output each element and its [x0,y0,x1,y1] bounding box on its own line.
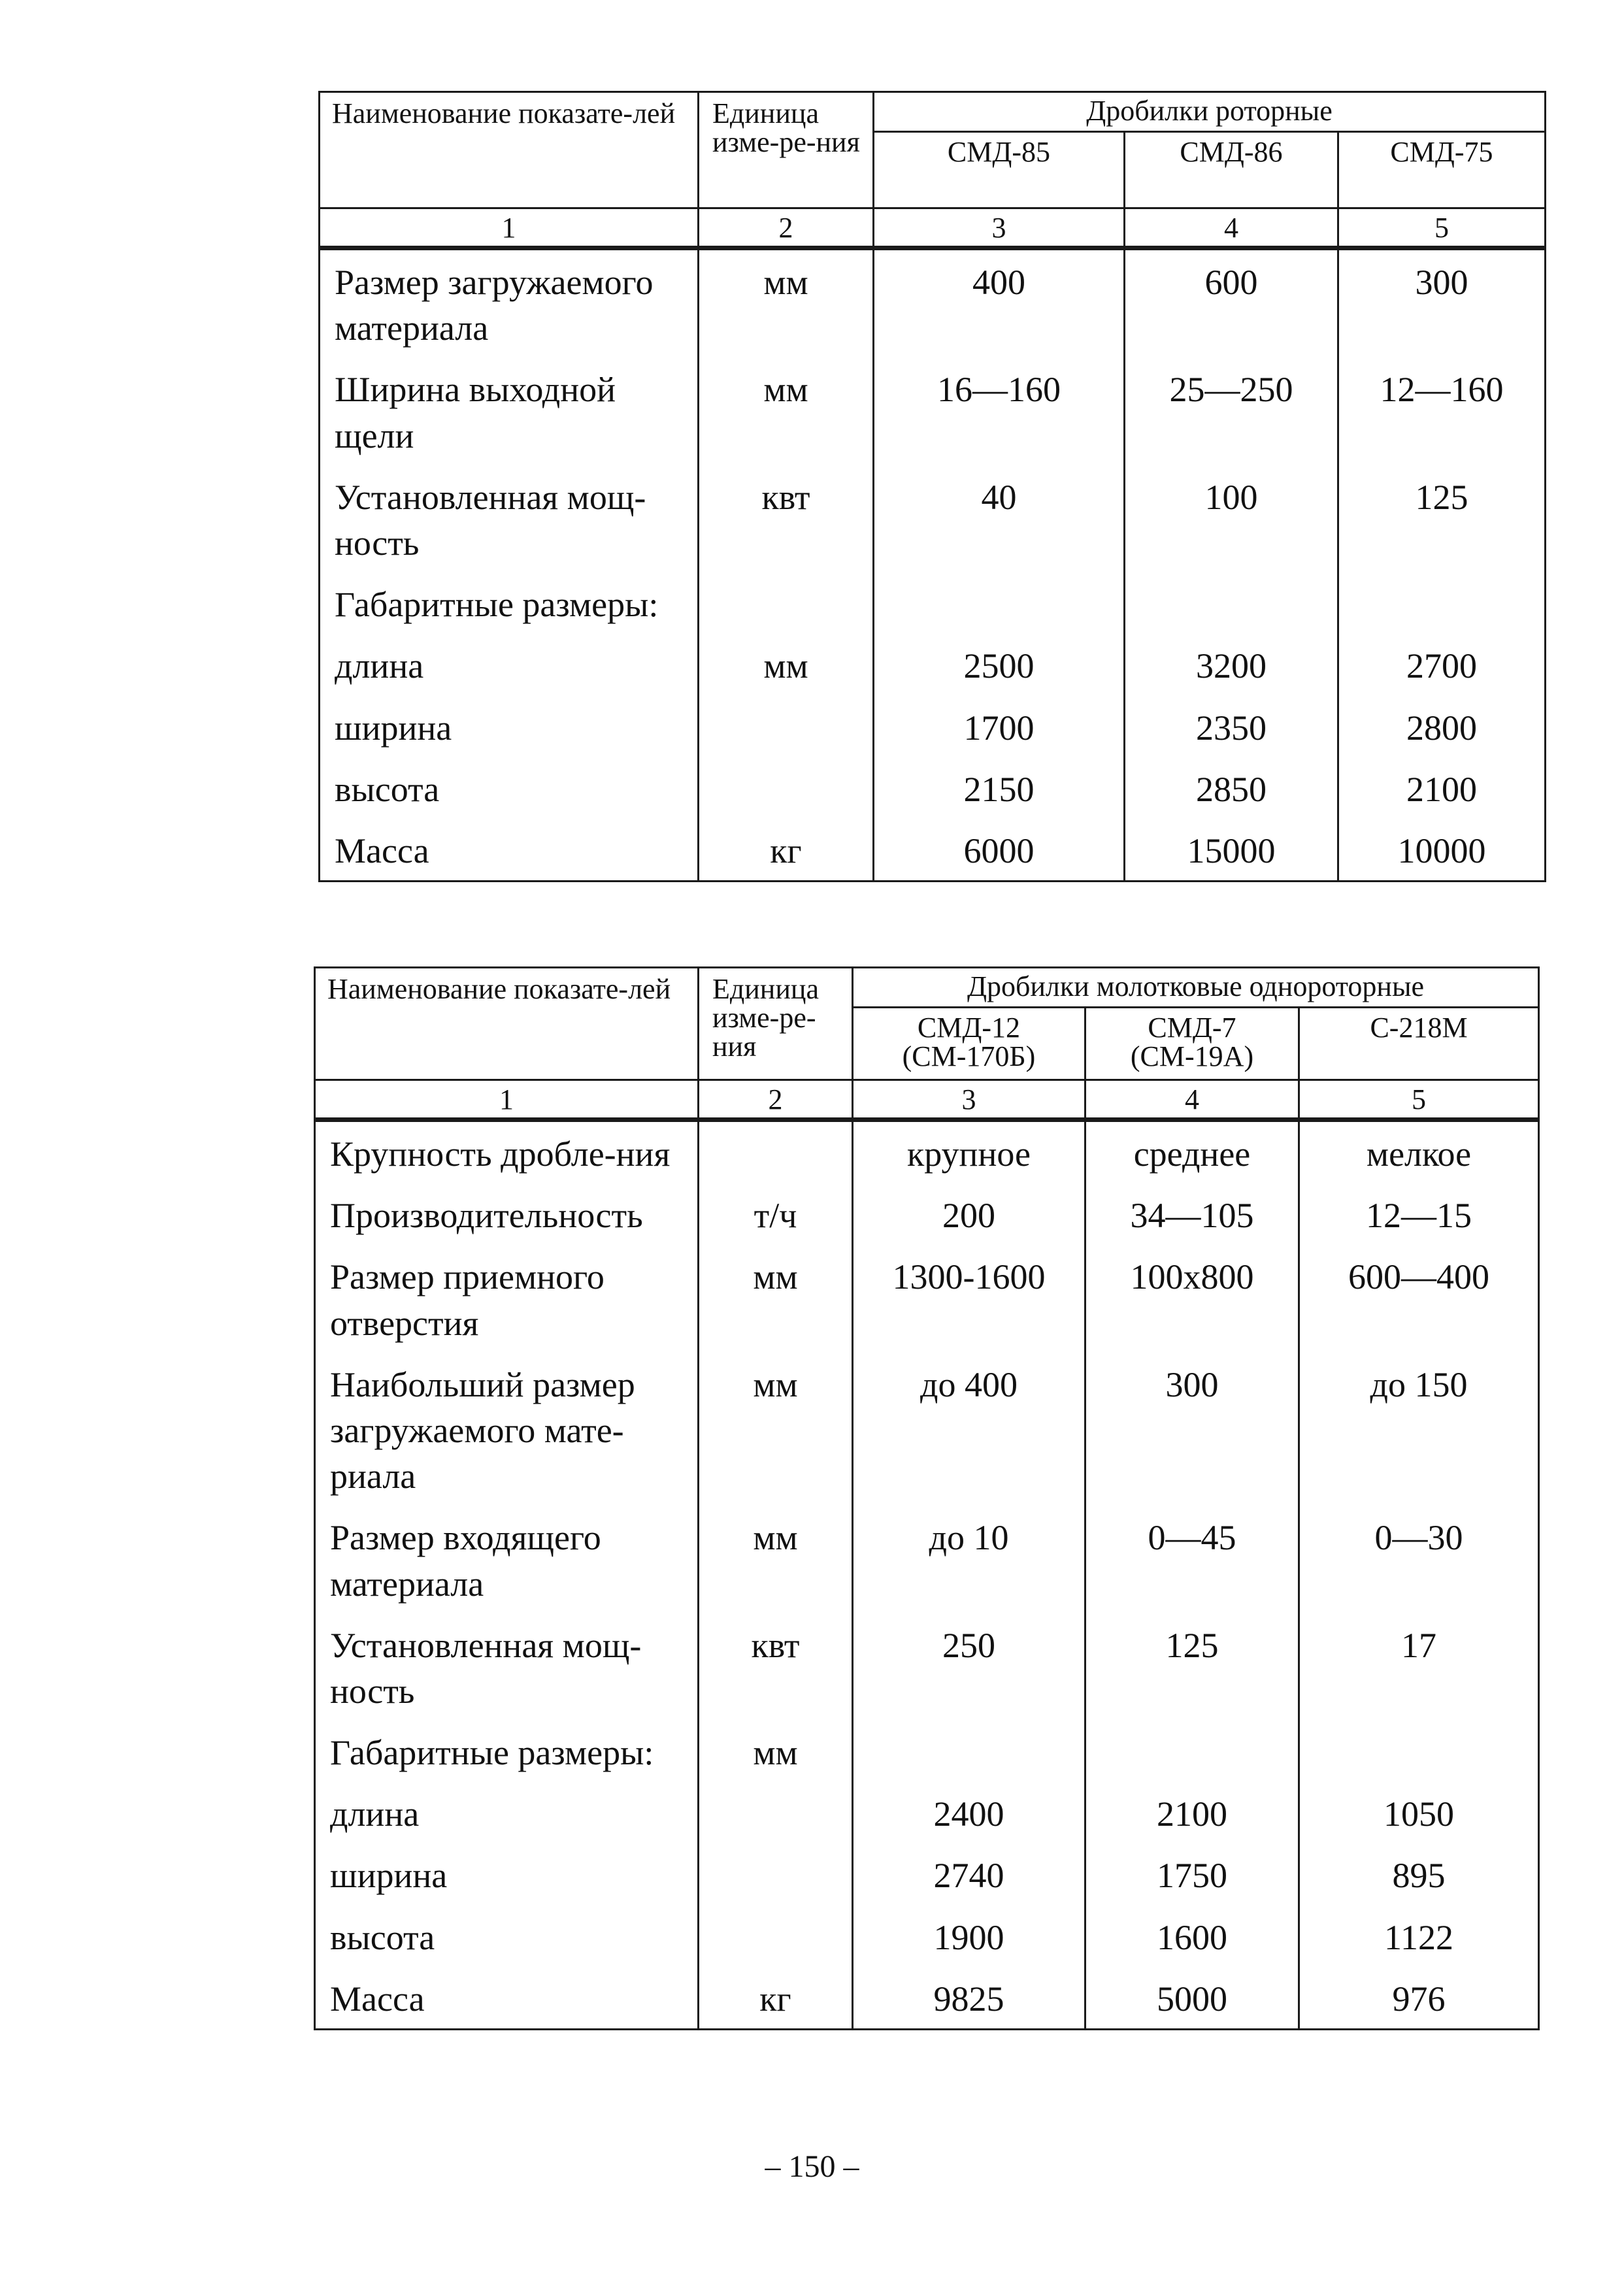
column-number: 3 [874,208,1125,248]
parameter-value: 2100 [1085,1782,1299,1843]
parameter-value: 12—160 [1338,357,1546,465]
column-number: 2 [699,1080,853,1120]
parameter-value: 400 [874,248,1125,358]
parameter-value: 2700 [1338,634,1546,695]
parameter-unit [699,1120,853,1184]
table-row [315,1905,1539,1967]
parameter-name: Производительность [315,1183,699,1245]
parameter-name: высота [320,757,699,819]
parameter-unit: мм [699,1353,853,1506]
parameter-name: Габаритные размеры: [315,1721,699,1782]
parameter-value: 34—105 [1085,1183,1299,1245]
table-row [315,1721,1539,1782]
header-unit-column: Единица изме-ре-ния [699,968,853,1080]
parameter-value: 12—15 [1299,1183,1539,1245]
column-number: 1 [320,208,699,248]
parameter-name: ширина [315,1843,699,1905]
parameter-name: Ширина выходной щели [320,357,699,465]
parameter-value: 16—160 [874,357,1125,465]
parameter-value: 1700 [874,696,1125,757]
header-name-column: Наименование показате-лей [320,92,699,208]
parameter-value: мелкое [1299,1120,1539,1184]
header-model: С-218М [1299,1008,1539,1080]
parameter-value: 5000 [1085,1967,1299,2030]
parameter-value: 10000 [1338,819,1546,882]
parameter-unit: мм [699,357,874,465]
parameter-value: 600 [1125,248,1338,358]
column-number: 3 [853,1080,1085,1120]
parameter-value: 600—400 [1299,1245,1539,1352]
parameter-name: Размер входящего материала [315,1506,699,1613]
parameter-value: 2740 [853,1843,1085,1905]
parameter-unit [699,757,874,819]
table-row [315,1967,1539,2030]
parameter-value [853,1721,1085,1782]
parameter-unit [699,1843,853,1905]
parameter-value: до 400 [853,1353,1085,1506]
table-row [315,1183,1539,1245]
parameter-unit: т/ч [699,1183,853,1245]
header-model: СМД-12 (СМ-170Б) [853,1008,1085,1080]
parameter-value: 100x800 [1085,1245,1299,1352]
header-model: СМД-75 [1338,132,1546,208]
parameter-value: среднее [1085,1120,1299,1184]
column-number: 4 [1125,208,1338,248]
parameter-name: Масса [320,819,699,882]
parameter-name: Размер загружаемого материала [320,248,699,358]
table-row [320,248,1546,358]
parameter-unit: мм [699,634,874,695]
parameter-value: 9825 [853,1967,1085,2030]
parameter-value [1338,572,1546,634]
parameter-value: 1900 [853,1905,1085,1967]
parameter-value: 125 [1085,1613,1299,1721]
table-row [315,1613,1539,1721]
parameter-value: 976 [1299,1967,1539,2030]
parameter-value: до 150 [1299,1353,1539,1506]
column-number: 1 [315,1080,699,1120]
parameter-value: 125 [1338,465,1546,572]
parameter-unit: квт [699,465,874,572]
parameter-value: 1600 [1085,1905,1299,1967]
parameter-value: 1300-1600 [853,1245,1085,1352]
column-number: 5 [1338,208,1546,248]
hammer-crushers-table [314,966,1540,2030]
table-row [315,1353,1539,1506]
parameter-unit: мм [699,1245,853,1352]
parameter-name: длина [315,1782,699,1843]
parameter-value: до 10 [853,1506,1085,1613]
parameter-value: 300 [1085,1353,1299,1506]
column-number: 4 [1085,1080,1299,1120]
parameter-unit: кг [699,819,874,882]
parameter-value: 0—30 [1299,1506,1539,1613]
parameter-value [1085,1721,1299,1782]
table-row [320,465,1546,572]
table-row [320,696,1546,757]
table-row [315,1506,1539,1613]
parameter-value: крупное [853,1120,1085,1184]
table-row [315,1245,1539,1352]
header-name-column: Наименование показате-лей [315,968,699,1080]
parameter-name: Установленная мощ-ность [320,465,699,572]
parameter-value: 0—45 [1085,1506,1299,1613]
column-number: 2 [699,208,874,248]
parameter-name: Наибольший размер загружаемого мате-риала [315,1353,699,1506]
parameter-value: 895 [1299,1843,1539,1905]
parameter-value: 1122 [1299,1905,1539,1967]
parameter-value [874,572,1125,634]
parameter-name: длина [320,634,699,695]
parameter-value: 40 [874,465,1125,572]
parameter-name: Габаритные размеры: [320,572,699,634]
parameter-value: 200 [853,1183,1085,1245]
parameter-value: 2350 [1125,696,1338,757]
parameter-value: 2100 [1338,757,1546,819]
parameter-value: 2400 [853,1782,1085,1843]
parameter-name: Масса [315,1967,699,2030]
parameter-value: 300 [1338,248,1546,358]
rotor-crushers-table [318,91,1546,882]
parameter-value: 250 [853,1613,1085,1721]
parameter-unit [699,572,874,634]
parameter-value [1299,1721,1539,1782]
parameter-name: Размер приемного отверстия [315,1245,699,1352]
parameter-unit: мм [699,248,874,358]
parameter-value: 2500 [874,634,1125,695]
parameter-value: 1750 [1085,1843,1299,1905]
parameter-name: Установленная мощ-ность [315,1613,699,1721]
table-row [320,634,1546,695]
parameter-value: 2800 [1338,696,1546,757]
header-unit-column: Единица изме-ре-ния [699,92,874,208]
parameter-name: ширина [320,696,699,757]
parameter-value: 3200 [1125,634,1338,695]
parameter-unit: квт [699,1613,853,1721]
header-model: СМД-7 (СМ-19А) [1085,1008,1299,1080]
parameter-value: 100 [1125,465,1338,572]
parameter-unit: мм [699,1506,853,1613]
parameter-name: высота [315,1905,699,1967]
column-number: 5 [1299,1080,1539,1120]
table-row [315,1843,1539,1905]
table-row [320,572,1546,634]
parameter-value: 2850 [1125,757,1338,819]
header-model: СМД-86 [1125,132,1338,208]
parameter-name: Крупность дробле-ния [315,1120,699,1184]
table-row [315,1782,1539,1843]
page-number: – 150 – [765,2149,859,2184]
parameter-value: 6000 [874,819,1125,882]
parameter-unit [699,1782,853,1843]
parameter-value: 2150 [874,757,1125,819]
parameter-value: 1050 [1299,1782,1539,1843]
parameter-unit [699,1905,853,1967]
parameter-value [1125,572,1338,634]
header-group-title: Дробилки молотковые однороторные [853,968,1539,1008]
header-group-title: Дробилки роторные [874,92,1546,132]
parameter-unit: мм [699,1721,853,1782]
parameter-value: 15000 [1125,819,1338,882]
parameter-value: 17 [1299,1613,1539,1721]
table-row [320,757,1546,819]
header-model: СМД-85 [874,132,1125,208]
parameter-unit [699,696,874,757]
table-row [320,357,1546,465]
parameter-unit: кг [699,1967,853,2030]
table-row [320,819,1546,882]
table-row [315,1120,1539,1184]
parameter-value: 25—250 [1125,357,1338,465]
